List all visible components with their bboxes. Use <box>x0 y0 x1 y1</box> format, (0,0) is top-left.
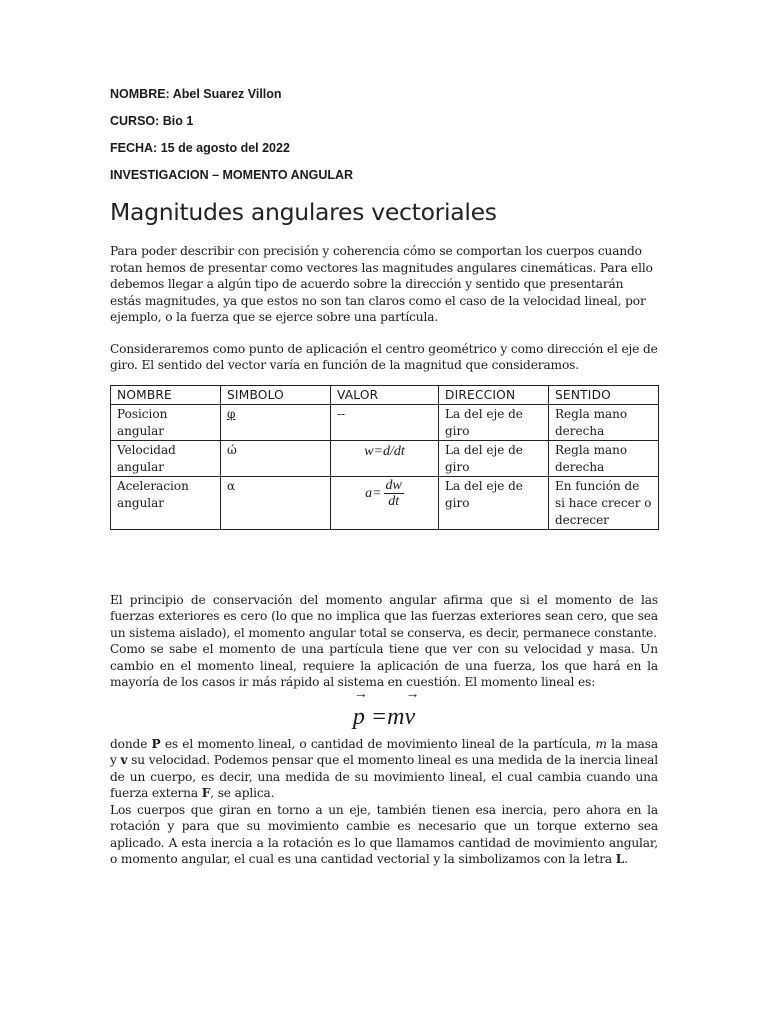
document-page <box>110 86 658 868</box>
cell-symbol <box>221 404 331 440</box>
linear-momentum-formula <box>110 704 658 734</box>
table-header-row <box>111 385 659 404</box>
italic-m: m <box>595 736 607 751</box>
text-run: Los cuerpos que giran en torno a un eje, también tienen esa inercia, pero ahora en la rotación y para que su movimiento cambie es necesario que un torque externo sea aplicado. A esta inercia a la rotación es lo que llamamos cantidad de movimiento angular, o momento angular, el cual es una cantidad vectorial y la simbolizamos con la letra <box>110 802 658 866</box>
bold-v: v <box>120 753 128 767</box>
cell-direction: La del eje de giro <box>439 404 549 440</box>
cell-sense: En función de si hace crecer o decrecer <box>549 476 659 529</box>
text-run: donde <box>110 736 152 751</box>
table-row <box>111 476 659 529</box>
student-name: NOMBRE: Abel Suarez Villon <box>110 87 282 101</box>
conservation-paragraph: El principio de conservación del momento angular afirma que si el momento de las fuerzas exteriores es cero (lo que no implica que las fuerzas exteriores sean cero, que sea un sistema aislado), el momento angular total se conserva, es decir, permanece constante. <box>110 592 658 640</box>
bold-p: P <box>151 736 161 751</box>
velocity-vector-v: → v <box>404 704 415 731</box>
rotation-paragraph <box>110 802 658 868</box>
header-sentido: SENTIDO <box>549 385 659 404</box>
topic-label: INVESTIGACION – MOMENTO ANGULAR <box>110 168 354 182</box>
cell-value: -- <box>331 404 439 440</box>
cell-name: Posicion angular <box>111 404 221 440</box>
angular-velocity-formula: w=d/dt <box>364 443 405 459</box>
cell-direction: La del eje de giro <box>439 476 549 529</box>
cell-value <box>331 440 439 476</box>
definition-paragraph <box>110 736 658 802</box>
bold-f: F <box>201 786 211 800</box>
header-valor: VALOR <box>331 385 439 404</box>
fraction-denominator: dt <box>388 493 400 509</box>
table-row <box>111 440 659 476</box>
cell-direction: La del eje de giro <box>439 440 549 476</box>
bold-l: L <box>615 852 625 866</box>
cell-name: Aceleracion angular <box>111 476 221 529</box>
application-paragraph: Consideraremos como punto de aplicación el centro geométrico y como dirección el eje de giro. El sentido del vector varía en función de la magnitud que consideramos. <box>110 341 658 372</box>
fraction-numerator: dw <box>385 477 402 493</box>
intro-paragraph: Para poder describir con precisión y coherencia cómo se comportan los cuerpos cuando rotan hemos de presentar como vectores las magnitudes angulares cinemáticas. Para ello debemos llegar a algún tipo de acuerdo sobre la dirección y sentido que presentarán estás magnitudes, ya que estos no son tan claros como el caso de la velocidad lineal, por ejemplo, o la fuerza que se ejerce sobre una partícula. <box>110 244 653 324</box>
cell-value <box>331 476 439 529</box>
cell-symbol: α <box>221 476 331 529</box>
table-row <box>111 404 659 440</box>
header-direccion: DIRECCION <box>439 385 549 404</box>
linear-momentum-paragraph: Como se sabe el momento de una partícula tiene que ver con su velocidad y masa. Un cambio en el momento lineal, requiere la aplicación de una fuerza, los que hará en la mayoría de los casos ir más rápido al sistema en cuestión. El momento lineal es: <box>110 642 658 689</box>
header-simbolo: SIMBOLO <box>221 385 331 404</box>
text-run: es el momento lineal, o cantidad de movimiento lineal de la partícula, <box>160 736 596 751</box>
text-run: la masa y <box>110 736 658 767</box>
page-title: Magnitudes angulares vectoriales <box>110 198 497 226</box>
cell-name: Velocidad angular <box>111 440 221 476</box>
cell-symbol: ώ <box>221 440 331 476</box>
angular-acceleration-lhs: a= <box>365 485 382 501</box>
momentum-vector-p: → p <box>353 704 365 731</box>
formula-equals-m: =m <box>364 703 405 730</box>
angular-magnitudes-table <box>110 385 659 530</box>
date-label: FECHA: 15 de agosto del 2022 <box>110 141 290 155</box>
header-nombre: NOMBRE <box>111 385 221 404</box>
text-run: , se aplica. <box>210 786 275 800</box>
cell-sense: Regla mano derecha <box>549 440 659 476</box>
cell-sense: Regla mano derecha <box>549 404 659 440</box>
course-label: CURSO: Bio 1 <box>110 114 194 128</box>
phi-symbol: φ <box>227 406 236 421</box>
angular-acceleration-fraction <box>384 478 404 509</box>
text-run: . <box>624 852 628 866</box>
text-run: su velocidad. Podemos pensar que el momento lineal es una medida de la inercia lineal de un cuerpo, es decir, una medida de su movimiento lineal, el cual cambia cuando una fuerza externa <box>110 753 658 800</box>
